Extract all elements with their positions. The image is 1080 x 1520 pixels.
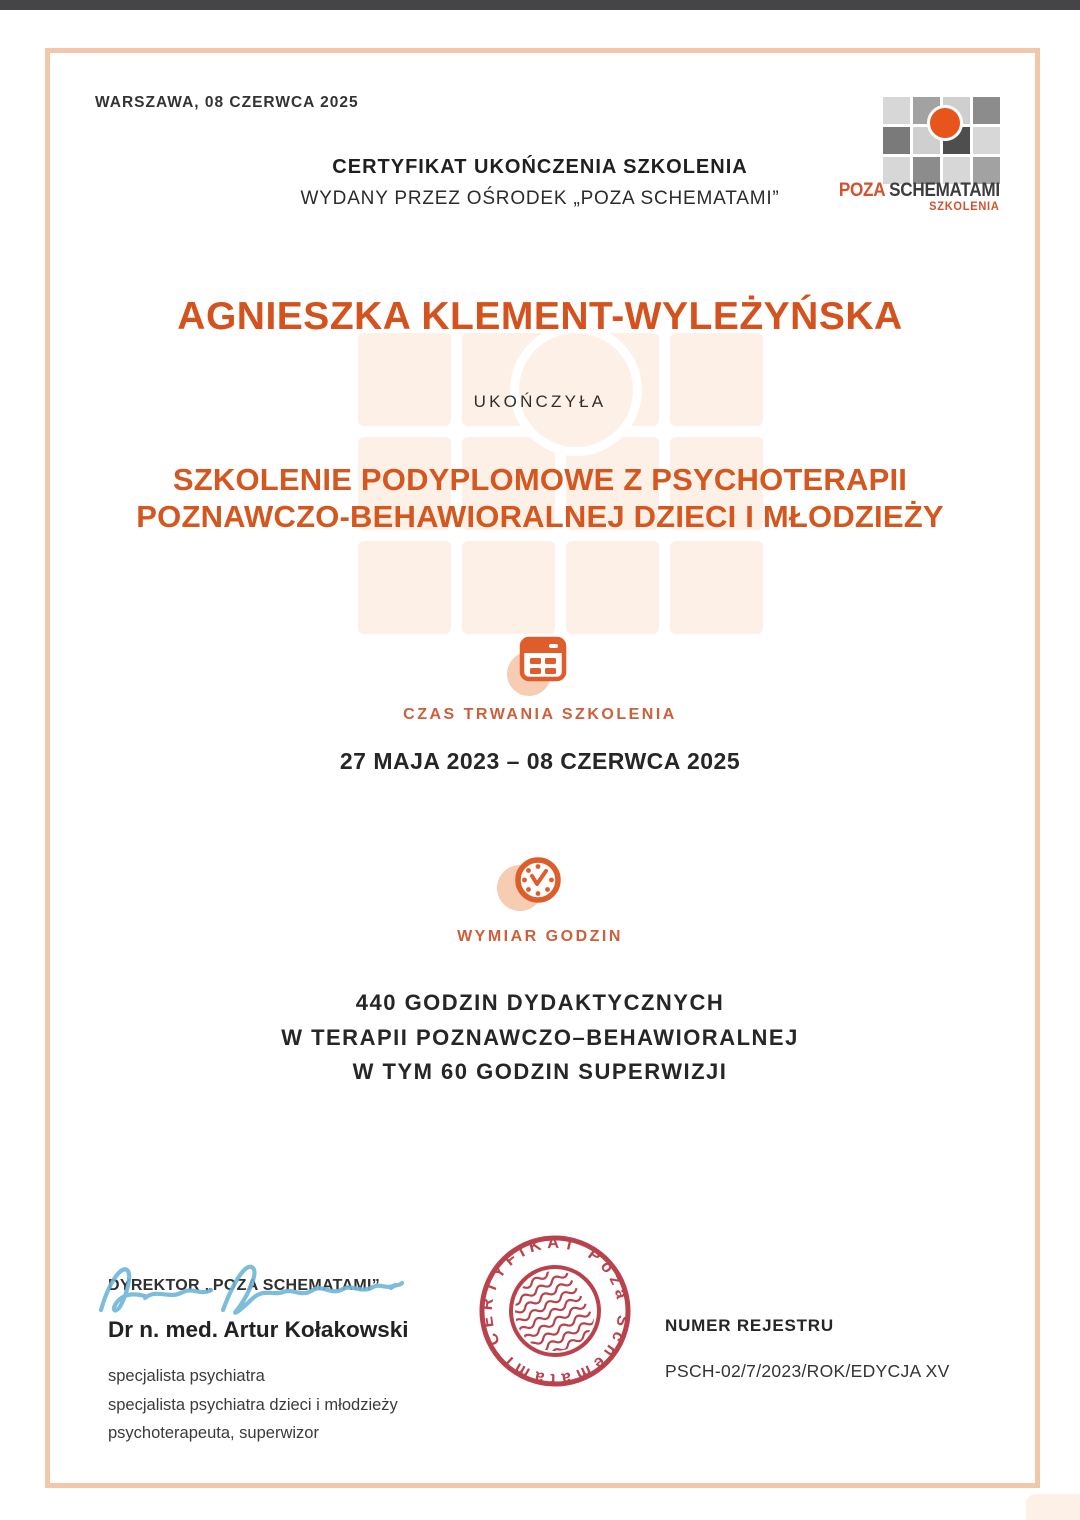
hours-line: W TYM 60 GODZIN SUPERWIZJI (352, 1059, 728, 1084)
logo-square (973, 97, 1000, 124)
certificate-title: CERTYFIKAT UKOŃCZENIA SZKOLENIA (332, 156, 748, 178)
logo-square (973, 127, 1000, 154)
logo-word-schematami: SCHEMATAMI (884, 180, 1000, 201)
watermark-corner-square (1026, 1494, 1080, 1520)
duration-label: CZAS TRWANIA SZKOLENIA (403, 706, 677, 723)
logo-orange-dot (927, 105, 963, 141)
qualification-line: specjalista psychiatra (108, 1367, 265, 1385)
certificate-stamp (455, 1211, 655, 1411)
course-title-line2: POZNAWCZO-BEHAWIORALNEJ DZIECI I MŁODZIEŻY (136, 499, 944, 534)
completed-label: UKOŃCZYŁA (473, 392, 607, 411)
duration-value: 27 MAJA 2023 – 08 CZERWCA 2025 (339, 748, 741, 774)
viewer-top-bar (0, 0, 1080, 10)
recipient-name: AGNIESZKA KLEMENT-WYLEŻYŃSKA (177, 295, 903, 338)
calendar-icon (505, 634, 571, 700)
registry-number: PSCH-02/7/2023/ROK/EDYCJA XV (665, 1361, 950, 1381)
course-title (0, 461, 1080, 535)
logo-word-poza: POZA (839, 180, 885, 201)
stamp-text: CERTYFIKAT Poza Schematami (477, 1233, 633, 1389)
signatory-role: DYREKTOR „POZA SCHEMATAMI” (108, 1277, 381, 1294)
hours-details (0, 986, 1080, 1090)
logo-square (883, 127, 910, 154)
course-title-line1: SZKOLENIE PODYPLOMOWE Z PSYCHOTERAPII (172, 462, 908, 497)
hours-label: WYMIAR GODZIN (457, 928, 623, 945)
registry-label: NUMER REJESTRU (665, 1316, 834, 1335)
place-and-date: WARSZAWA, 08 CZERWCA 2025 (95, 94, 359, 111)
logo-word-szkolenia: SZKOLENIA (929, 199, 1000, 213)
hours-line: 440 GODZIN DYDAKTYCZNYCH (355, 990, 725, 1015)
qualification-line: specjalista psychiatra dzieci i młodzieży (108, 1395, 398, 1414)
signatory-name: Dr n. med. Artur Kołakowski (108, 1317, 409, 1342)
certificate-subtitle: WYDANY PRZEZ OŚRODEK „POZA SCHEMATAMI” (300, 188, 780, 209)
qualification-line: psychoterapeuta, superwizor (108, 1424, 319, 1442)
svg-text:CERTYFIKAT Poza Schematami (455, 1211, 655, 1411)
signatory-qualifications (108, 1362, 398, 1448)
clock-icon (496, 848, 566, 918)
signature-handwriting (95, 1248, 405, 1338)
hours-line: W TERAPII POZNAWCZO–BEHAWIORALNEJ (281, 1024, 799, 1050)
logo-square (883, 97, 910, 124)
